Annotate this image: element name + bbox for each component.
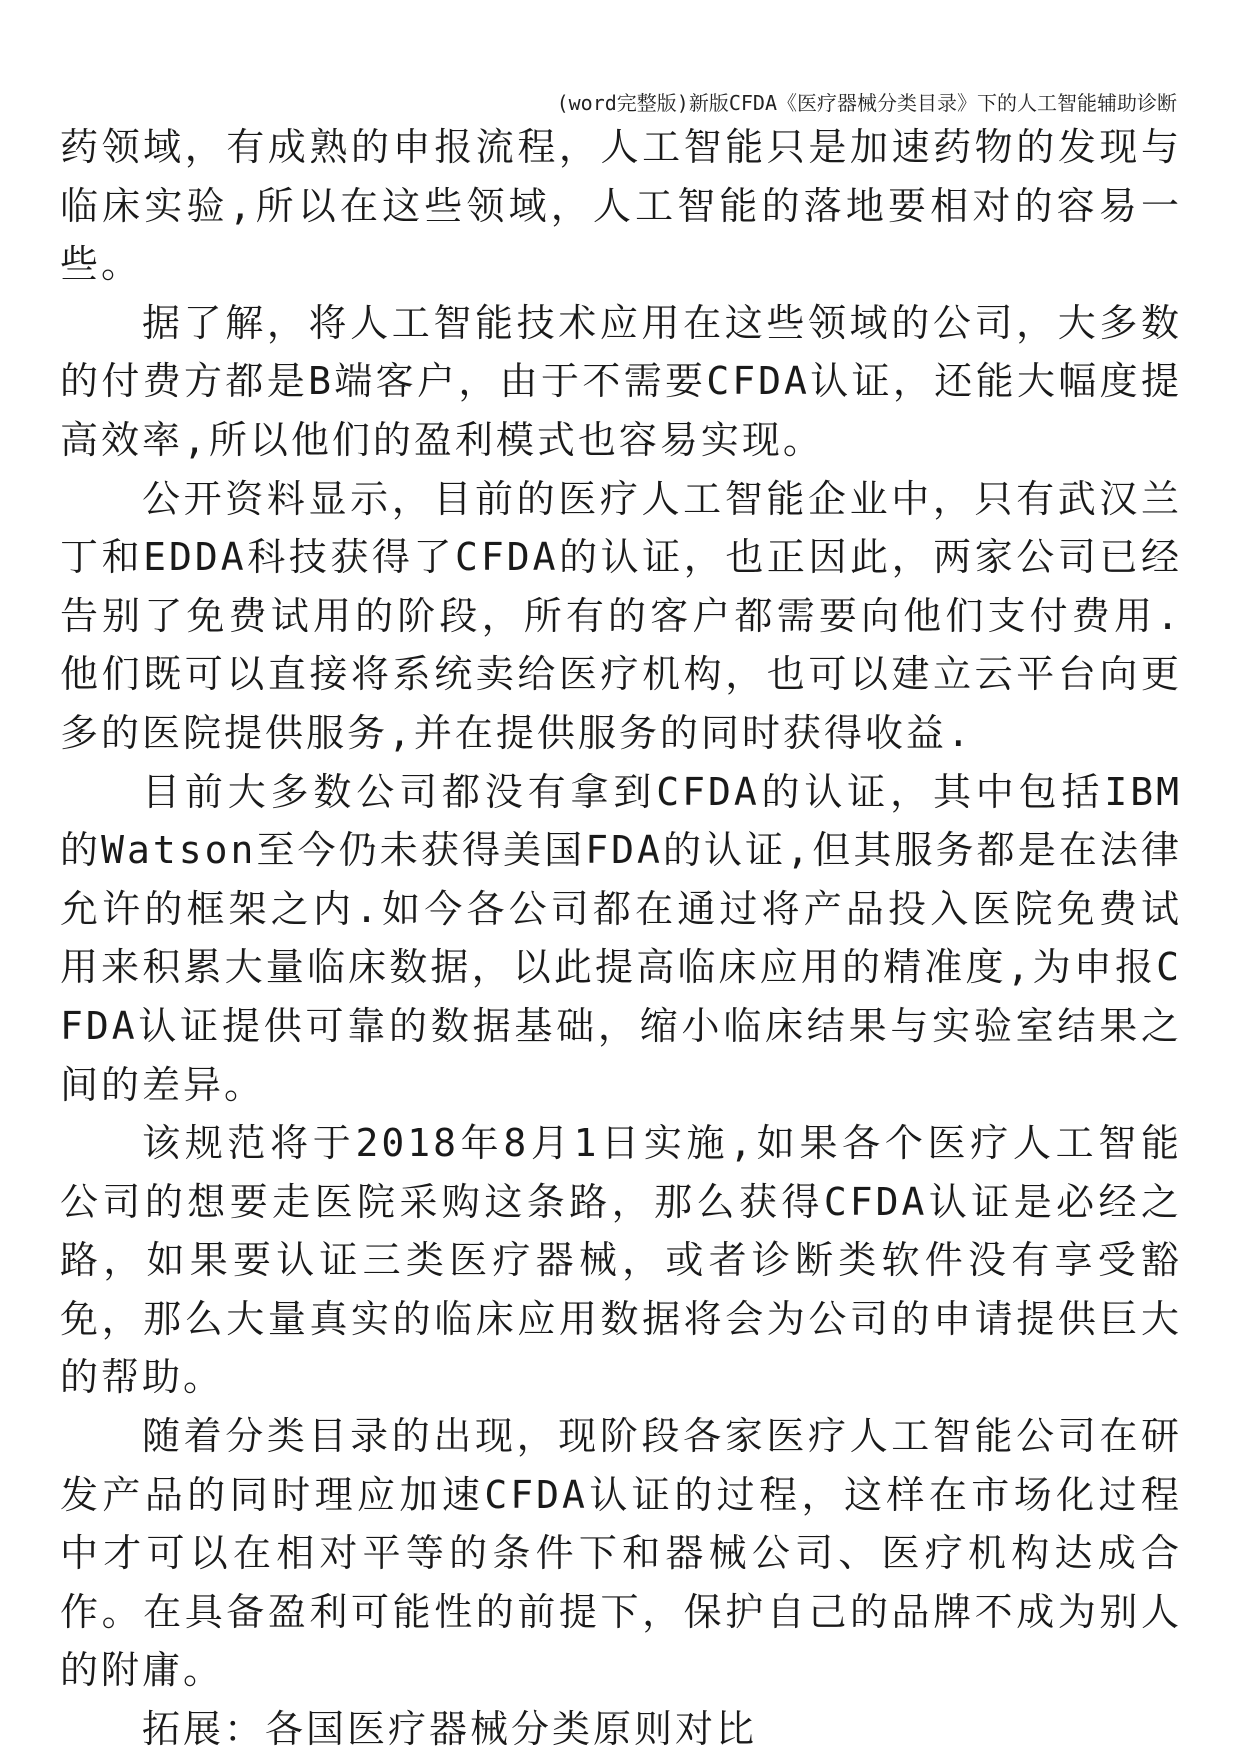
- section-heading-expansion: 拓展：各国医疗器械分类原则对比: [142, 1707, 758, 1752]
- paragraph-2: 据了解，将人工智能技术应用在这些领域的公司，大多数的付费方都是B端客户，由于不需要CFDA认证，还能大幅度提高效率,所以他们的盈利模式也容易实现。: [60, 300, 1182, 462]
- paragraph-1: 药领域，有成熟的申报流程，人工智能只是加速药物的发现与临床实验,所以在这些领域，人工智能的落地要相对的容易一些。: [60, 125, 1182, 287]
- paragraph-3: 公开资料显示，目前的医疗人工智能企业中，只有武汉兰丁和EDDA科技获得了CFDA的认证，也正因此，两家公司已经告别了免费试用的阶段，所有的客户都需要向他们支付费用.他们既可以直接将系统卖给医疗机构，也可以建立云平台向更多的医院提供服务,并在提供服务的同时获得收益.: [60, 476, 1182, 755]
- paragraph-6: 随着分类目录的出现，现阶段各家医疗人工智能公司在研发产品的同时理应加速CFDA认证的过程，这样在市场化过程中才可以在相对平等的条件下和器械公司、医疗机构达成合作。在具备盈利可能性的前提下，保护自己的品牌不成为别人的附庸。: [60, 1414, 1182, 1693]
- running-header: (word完整版)新版CFDA《医疗器械分类目录》下的人工智能辅助诊断: [556, 91, 1177, 115]
- paragraph-5: 该规范将于2018年8月1日实施,如果各个医疗人工智能公司的想要走医院采购这条路，那么获得CFDA认证是必经之路，如果要认证三类医疗器械，或者诊断类软件没有享受豁免，那么大量真实的临床应用数据将会为公司的申请提供巨大的帮助。: [60, 1121, 1182, 1400]
- document-body: [60, 118, 1182, 1759]
- paragraph-4: 目前大多数公司都没有拿到CFDA的认证，其中包括IBM的Watson至今仍未获得美国FDA的认证,但其服务都是在法律允许的框架之内.如今各公司都在通过将产品投入医院免费试用来积累大量临床数据，以此提高临床应用的精准度,为申报CFDA认证提供可靠的数据基础，缩小临床结果与实验室结果之间的差异。: [60, 769, 1182, 1107]
